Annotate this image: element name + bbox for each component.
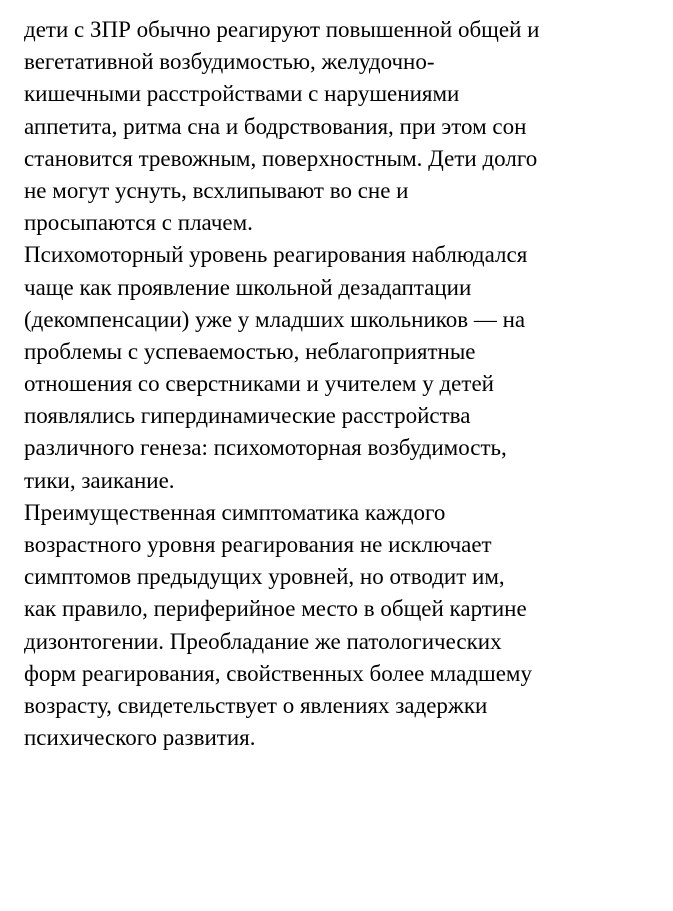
paragraph-3	[24, 497, 659, 755]
text-line: просыпаются с плачем.	[24, 210, 253, 236]
paragraph-1	[24, 14, 659, 239]
text-line: кишечными расстройствами с нарушениями	[24, 81, 460, 107]
text-line: форм реагирования, свойственных более младшему	[24, 660, 532, 686]
document-page	[24, 14, 659, 754]
text-line: появлялись гипердинамические расстройства	[24, 403, 471, 429]
text-line: не могут уснуть, всхлипывают во сне и	[24, 177, 409, 203]
text-line: чаще как проявление школьной дезадаптации	[24, 274, 472, 300]
text-line: проблемы с успеваемостью, неблагоприятные	[24, 338, 476, 364]
text-line: Преимущественная симптоматика каждого	[24, 499, 446, 525]
text-line: возрастного уровня реагирования не исключает	[24, 532, 492, 557]
text-line: психического развития.	[24, 725, 256, 751]
text-line: аппетита, ритма сна и бодрствования, при этом сон	[24, 113, 527, 139]
text-line: как правило, периферийное место в общей картине	[24, 596, 527, 622]
text-line: симптомов предыдущих уровней, но отводит им,	[24, 564, 505, 590]
text-line: дети с ЗПР обычно реагируют повышенной общей и	[24, 17, 540, 42]
text-line: отношения со сверстниками и учителем у детей	[24, 371, 494, 397]
text-line: дизонтогении. Преобладание же патологических	[24, 628, 502, 654]
text-line: (декомпенсации) уже у младших школьников — на	[24, 306, 526, 332]
text-line: тики, заикание.	[24, 467, 175, 493]
text-line: различного генеза: психомоторная возбудимость,	[24, 435, 507, 461]
text-line: становится тревожным, поверхностным. Дети долго	[24, 145, 538, 171]
text-line: Психомоторный уровень реагирования наблюдался	[24, 242, 528, 268]
text-line: вегетативной возбудимостью, желудочно-	[24, 49, 435, 75]
text-line: возрасту, свидетельствует о явлениях задержки	[24, 692, 488, 718]
paragraph-2	[24, 239, 659, 497]
